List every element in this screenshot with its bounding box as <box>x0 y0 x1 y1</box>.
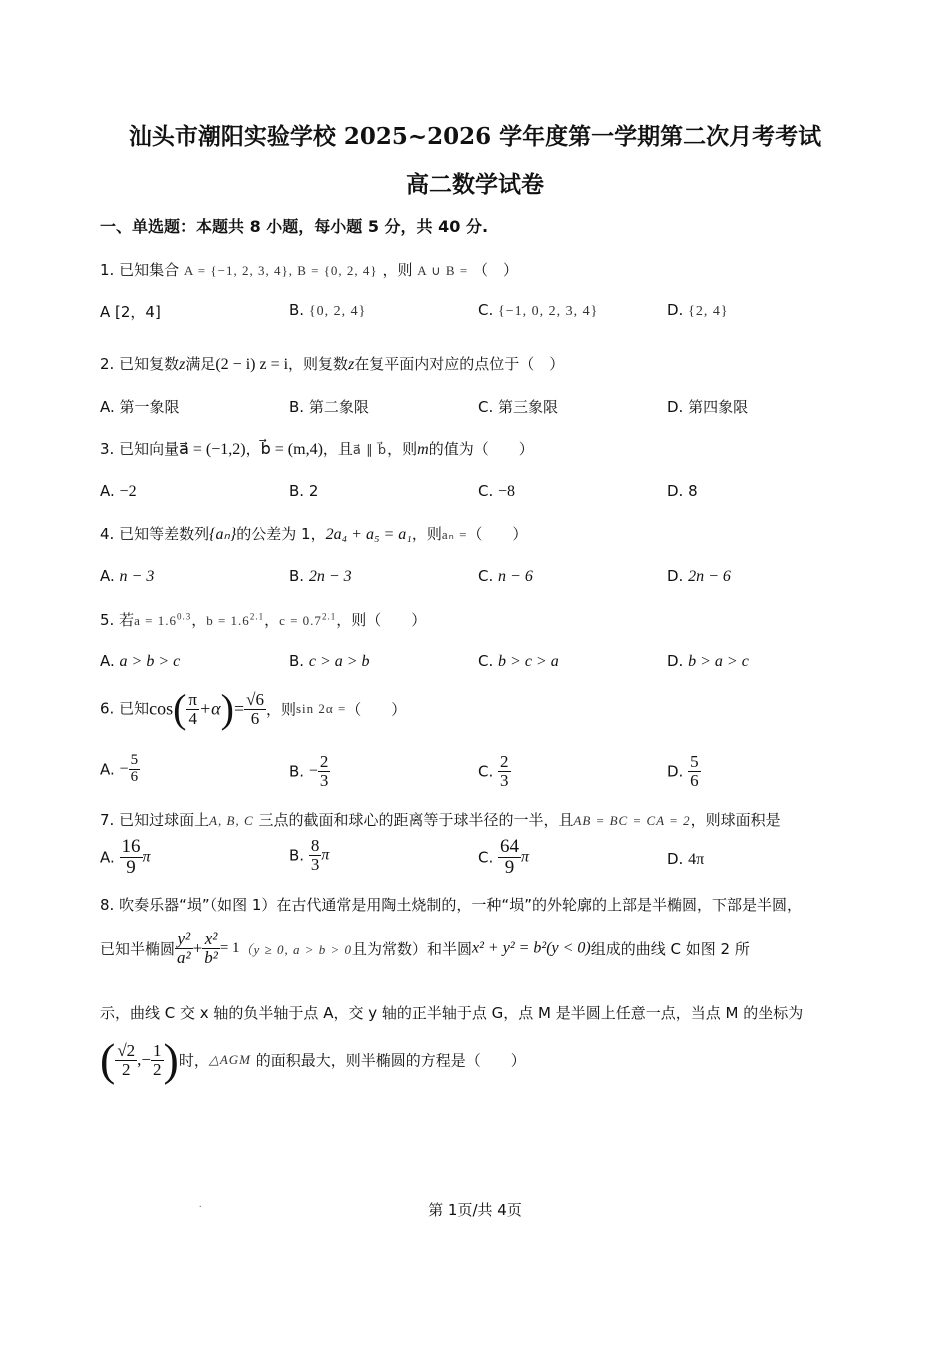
q6-pi-over-4: $\frac{\pi}{4}$ <box>188 689 198 728</box>
q1-option-c: C. {−1, 0, 2, 3, 4} <box>478 301 599 319</box>
question-7 <box>100 809 781 830</box>
q3-option-d: D. 8 <box>667 482 698 500</box>
q2-blank: 在复平面内对应的点位于（ ） <box>354 355 565 373</box>
q2-text: 满足 <box>185 355 216 373</box>
q3-text2: ，则 <box>387 440 418 458</box>
q3-stem: 3. 已知向量 <box>100 440 180 458</box>
exam-subtitle: 高二数学试卷 <box>406 171 544 198</box>
q4-blank: （ ） <box>467 525 528 543</box>
q6-option-b: B. − $\frac{2}{3}$ <box>289 752 329 790</box>
q7-points: A, B, C <box>209 813 254 828</box>
q6-equals: = <box>233 698 245 719</box>
q7-option-b: B. $\frac{8}{3}$ π <box>289 836 330 874</box>
question-6 <box>100 686 407 731</box>
q2-text2: ，则复数 <box>288 355 349 373</box>
q6-alpha: +α <box>199 698 221 719</box>
q6-right-paren: ) <box>220 686 234 731</box>
question-5: 5. 若$a = 1.6^{0.3}$，$b = 1.6^{2.1}$，$c = 0.7^{2.1}$，则（ ） <box>100 611 427 629</box>
question-8-line2: 已知半椭圆 $\frac{\text{y²}}{\text{a²}}$ + $\frac{\text{x²}}{\text{b²}}$ = 1（y ≥ 0, a > b > 0且为常数）和半圆x² + y² = b²(y < 0)组成的曲线 C 如图 2 所 <box>100 929 750 967</box>
q5-option-d: D. b > a > c <box>667 652 749 670</box>
q3-option-b: B. 2 <box>289 482 319 500</box>
q5-b: $b = 1.6^{2.1}$ <box>206 611 265 628</box>
q5-option-a: A. a > b > c <box>100 652 181 670</box>
q3-vector-b: b⃗ = (m,4) <box>260 441 323 458</box>
q5-c: $c = 0.7^{2.1}$ <box>279 611 337 628</box>
q3-blank: 的值为（ ） <box>428 440 534 458</box>
q6-blank: （ ） <box>346 700 407 719</box>
q8-semicircle: x² + y² = b² <box>472 939 547 957</box>
q7-option-a: A. $\frac{16}{9}$ π <box>100 836 151 878</box>
q8-one-half: $\frac{1}{2}$ <box>153 1040 162 1079</box>
q2-option-c: C. 第三象限 <box>478 398 559 416</box>
q2-option-a: A. 第一象限 <box>100 398 180 416</box>
q2-z: z <box>179 356 186 373</box>
q1-sets: A = {−1, 2, 3, 4}, B = {0, 2, 4} <box>183 263 378 278</box>
q6-option-c: C. $\frac{2}{3}$ <box>478 752 509 790</box>
question-1 <box>100 259 518 280</box>
q7-text: 三点的截面和球心的距离等于球半径的一半，且 <box>258 811 574 829</box>
q1-option-d: D. {2, 4} <box>667 301 729 319</box>
q1-option-b: B. {0, 2, 4} <box>289 301 367 319</box>
question-2 <box>100 353 564 374</box>
q4-option-c: C. n − 6 <box>478 567 533 585</box>
q3-m: m <box>417 441 429 458</box>
q4-option-b: B. 2n − 3 <box>289 567 352 585</box>
question-8-line4: ( $\frac{√2}{2}$ ,− $\frac{1}{2}$ )时，△AGM 的面积最大，则半椭圆的方程是（ ） <box>100 1034 526 1085</box>
q1-union: A ∪ B = <box>417 263 469 278</box>
q2-z2: z <box>348 356 355 373</box>
q4-stem: 4. 已知等差数列 <box>100 525 210 543</box>
q8-condition: （y ≥ 0, a > b > 0 <box>239 941 352 957</box>
q7-option-c: C. $\frac{64}{9}$ π <box>478 836 530 878</box>
q8-x2-over-b2: $\frac{\text{x²}}{\text{b²}}$ <box>204 929 218 967</box>
q7-stem: 7. 已知过球面上 <box>100 811 210 829</box>
q8-right-paren: ) <box>163 1034 179 1085</box>
q3-option-c: C. −8 <box>478 482 516 500</box>
q5-a: $a = 1.6^{0.3}$ <box>134 611 192 628</box>
q5-option-b: B. c > a > b <box>289 652 370 670</box>
q5-option-c: C. b > c > a <box>478 652 559 670</box>
question-4 <box>100 523 527 544</box>
q4-text2: ，则 <box>411 525 442 543</box>
q5-stem: 5. 若 <box>100 611 135 629</box>
q8-left-paren: ( <box>100 1034 116 1085</box>
q4-an: aₙ = <box>441 527 468 542</box>
q7-option-d: D. 4π <box>667 850 705 868</box>
question-8-line1: 8. 吹奏乐器“埙”（如图 1）在古代通常是用陶土烧制的，一种“埙”的外轮廓的上部是半椭圆，下部是半圆， <box>100 896 802 914</box>
q3-text: ，且 <box>322 440 353 458</box>
q4-option-a: A. n − 3 <box>100 567 155 585</box>
q8-y2-over-a2: $\frac{\text{y²}}{\text{a²}}$ <box>177 929 191 967</box>
q1-stem: 1. 已知集合 <box>100 261 180 279</box>
page-number: 第 1页/共 4页 <box>428 1201 522 1219</box>
q2-option-b: B. 第二象限 <box>289 398 369 416</box>
q8-root2-over-2: $\frac{√2}{2}$ <box>117 1040 136 1079</box>
footer-dot: . <box>199 1199 202 1210</box>
q6-stem: 6. 已知 <box>100 699 150 718</box>
q1-text: ，则 <box>382 261 413 279</box>
q7-tail: ，则球面积是 <box>690 811 781 829</box>
question-3: 3. 已知向量a⃗ = (−1,2)，b⃗ = (m,4)，且a⃗ ∥ b⃗，则m的值为（ ） <box>100 440 534 458</box>
q6-cos: cos <box>149 698 174 719</box>
q3-vector-a: a⃗ = (−1,2) <box>179 441 246 458</box>
exam-title: 汕头市潮阳实验学校 2025~2026 学年度第一学期第二次月考考试 <box>128 123 822 150</box>
q6-left-paren: ( <box>173 686 187 731</box>
q4-sequence: {aₙ} <box>209 526 237 543</box>
q6-root6-over-6: $\frac{√6}{6}$ <box>246 689 264 728</box>
q6-option-a: A. − $\frac{5}{6}$ <box>100 752 139 785</box>
q6-text: ，则 <box>265 700 296 719</box>
q6-option-d: D. $\frac{5}{6}$ <box>667 752 699 790</box>
q4-text: 的公差为 1， <box>236 525 326 543</box>
q2-equation: (2 − i) z = i <box>215 356 289 373</box>
q5-blank: ，则（ ） <box>336 611 427 629</box>
q2-stem: 2. 已知复数 <box>100 355 180 373</box>
q6-sin2a: sin 2α = <box>295 701 347 716</box>
q1-blank: （ ） <box>472 261 518 279</box>
q3-option-a: A. −2 <box>100 482 137 500</box>
q1-option-a: A [2，4] <box>100 303 161 321</box>
section-heading: 一、单选题：本题共 8 小题，每小题 5 分，共 40 分. <box>100 217 489 236</box>
q3-parallel: a⃗ ∥ b⃗ <box>352 442 388 457</box>
q8-triangle: △AGM <box>208 1052 252 1067</box>
q4-option-d: D. 2n − 6 <box>667 567 731 585</box>
q7-equation: AB = BC = CA = 2 <box>573 813 691 828</box>
q2-option-d: D. 第四象限 <box>667 398 749 416</box>
q4-equation: 2a₄ + a₅ = a₁ <box>325 526 412 543</box>
question-8-line3: 示，曲线 C 交 x 轴的负半轴于点 A，交 y 轴的正半轴于点 G，点 M 是半圆上任意一点，当点 M 的坐标为 <box>100 1004 804 1022</box>
